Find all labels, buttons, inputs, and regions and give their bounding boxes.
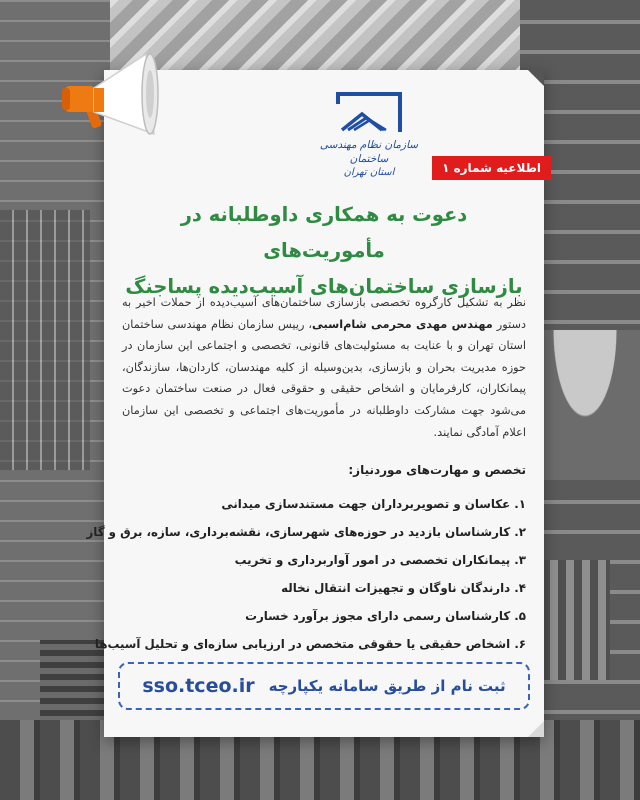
body-part-1: نظر به تشکیل کارگروه تخصصی بازسازی ساختمان‌های آسیب‌دیده از حملات اخیر به دستور — [122, 296, 526, 331]
bg-arch-right — [530, 330, 640, 480]
headline-line-2: بازسازی ساختمان‌های آسیب‌دیده پساجنگ — [125, 275, 523, 298]
organization-logo — [314, 90, 424, 179]
skill-item: ۴. دارندگان ناوگان و تجهیزات انتقال نخاله — [281, 581, 526, 595]
body-bold-name: مهندس مهدی محرمی شام‌اسبی — [312, 317, 493, 331]
skill-item: ۳. پیمانکاران تخصصی در امور آواربرداری و تخریب — [234, 553, 526, 567]
registration-link[interactable]: sso.tceo.ir — [142, 675, 255, 697]
bg-scaffold-left — [0, 210, 90, 470]
skill-item: ۶. اشخاص حقیقی یا حقوقی متخصص در ارزیابی سازه‌ای و تحلیل آسیب‌ها — [94, 637, 526, 651]
logo-roof-icon — [334, 90, 404, 136]
card-fold-top — [528, 70, 544, 86]
skill-item: ۲. کارشناسان بازدید در حوزه‌های شهرسازی، نقشه‌برداری، سازه، برق و گاز — [86, 525, 526, 539]
skill-item: ۱. عکاسان و تصویربرداران جهت مستندسازی میدانی — [221, 497, 526, 511]
skills-list — [86, 490, 526, 658]
logo-province: استان تهران — [343, 167, 395, 178]
registration-text: ثبت نام از طریق سامانه یکپارچه — [268, 677, 506, 695]
headline — [124, 197, 524, 305]
body-paragraph — [122, 292, 526, 443]
card-fold-bottom — [528, 721, 544, 737]
megaphone-icon — [58, 40, 168, 150]
registration-box[interactable] — [118, 662, 530, 710]
body-part-2: ، رییس سازمان نظام مهندسی ساختمان استان تهران و با عنایت به مسئولیت‌های قانونی، تخصصی و اجتماعی این سازمان در حوزه مدیریت بحران و بازسازی، بدین‌وسیله از کلیه مهندسان، کاردان‌ها، سازندگان، پیمانکاران، کارفرمایان و اشخاص حقیقی و حقوقی فعال در صنعت ساختمان دعوت می‌شود جهت مشارکت داوطلبانه در مأموریت‌های اجتماعی و تخصصی این سازمان اعلام آمادگی نمایند. — [122, 317, 526, 439]
headline-line-1: دعوت به همکاری داوطلبانه در مأموریت‌های — [180, 203, 468, 262]
skills-title: تخصص و مهارت‌های موردنیاز: — [348, 463, 526, 477]
announcement-number-badge: اطلاعیه شماره ۱ — [432, 156, 551, 180]
logo-org-name: سازمان نظام مهندسی ساختمان — [319, 139, 419, 165]
announcement-card — [86, 70, 544, 737]
skill-item: ۵. کارشناسان رسمی دارای مجوز برآورد خسارت — [245, 609, 526, 623]
